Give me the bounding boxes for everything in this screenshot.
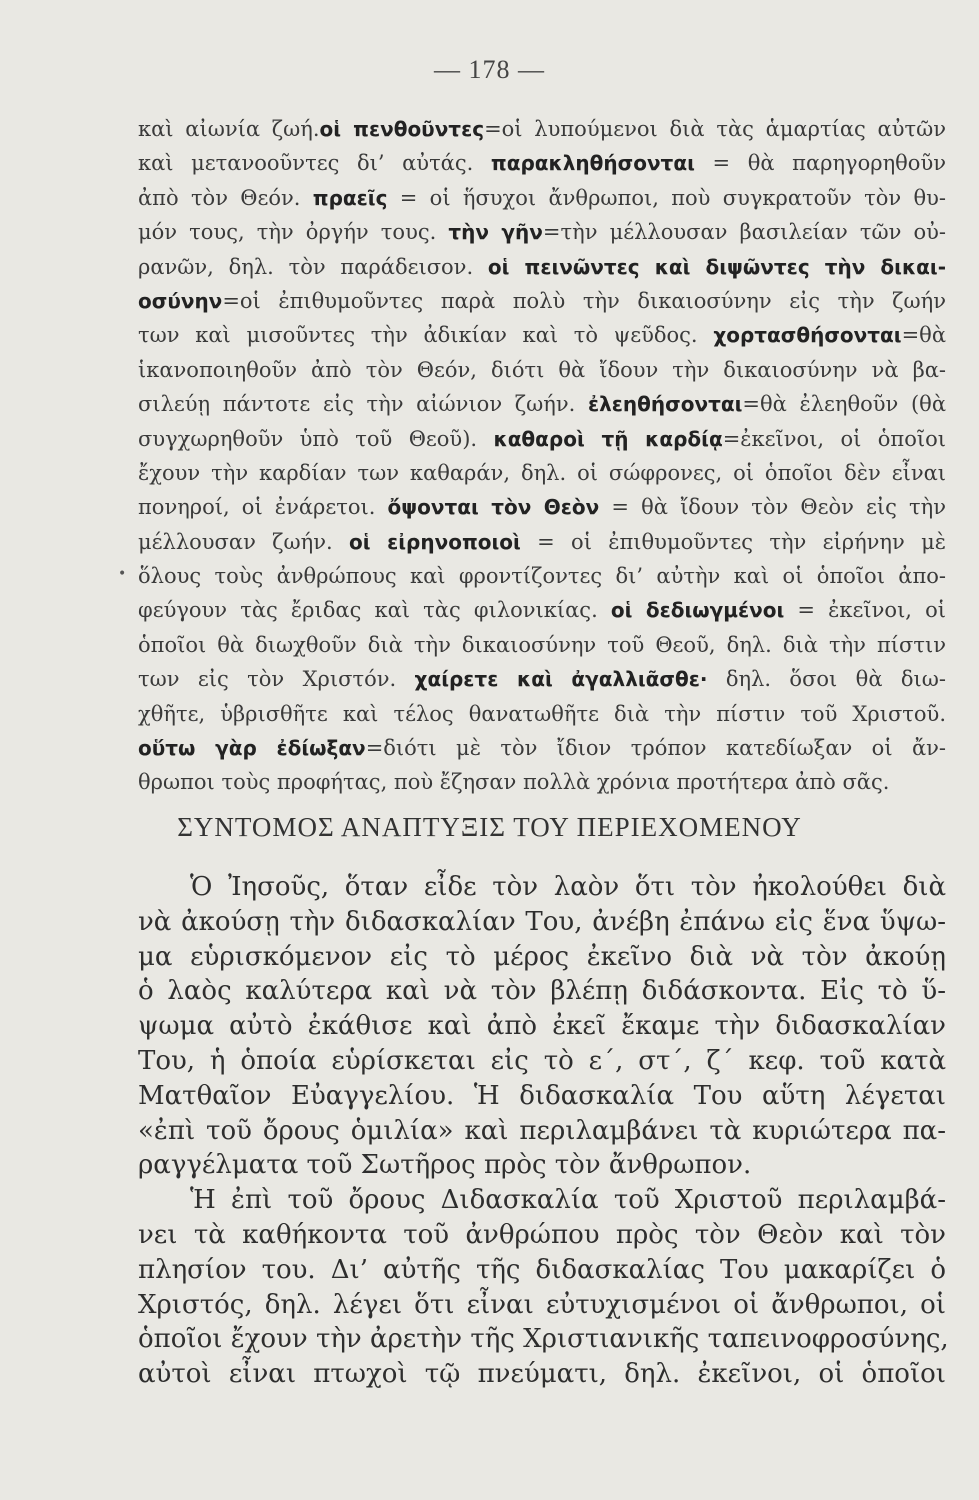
- glossary-term: οἱ εἰρηνοποιοὶ: [348, 529, 521, 554]
- body-line: νὰ ἀκούσῃ τὴν διδασκαλίαν Του, ἀνέβη ἐπάνω εἰς ἕνα ὕψω-: [138, 906, 946, 937]
- body-line: Ὁ Ἰησοῦς, ὅταν εἶδε τὸν λαὸν ὅτι τὸν ἠκολούθει διὰ: [190, 872, 946, 902]
- glossary-text: = ἐκεῖνοι, οἱ: [784, 598, 947, 623]
- glossary-text: συγχωρηθοῦν ὑπὸ τοῦ Θεοῦ).: [138, 426, 494, 451]
- glossary-term: οἱ δεδιωγμένοι: [610, 598, 785, 623]
- glossary-text: ρανῶν, δηλ. τὸν παράδεισον.: [138, 254, 488, 279]
- glossary-line: [138, 250, 946, 284]
- glossary-text: θρωποι τοὺς προφήτας, ποὺ ἔζησαν πολλὰ χρόνια προτήτερα ἀπὸ σᾶς.: [138, 770, 890, 795]
- glossary-text: =ἐκεῖνοι, οἱ ὁποῖοι: [722, 426, 946, 451]
- glossary-term: χορτασθήσονται: [713, 323, 902, 348]
- glossary-text: =θὰ ἐλεηθοῦν (θὰ: [742, 392, 947, 417]
- glossary-term: οἱ πενθοῦντες: [319, 117, 485, 141]
- glossary-line: [138, 422, 946, 456]
- glossary-term: οσύνην: [138, 288, 223, 313]
- glossary-text: χθῆτε, ὑβρισθῆτε καὶ τέλος θανατωθῆτε διὰ τὴν πίστιν τοῦ Χριστοῦ.: [138, 701, 946, 726]
- glossary-line: [138, 456, 946, 490]
- body-line: Του, ἡ ὁποία εὑρίσκεται εἰς τὸ ε΄, στ΄, ζ΄ κεφ. τοῦ κατὰ: [138, 1045, 946, 1076]
- body-line: μα εὑρισκόμενον εἰς τὸ μέρος ἐκεῖνο διὰ νὰ τὸν ἀκούῃ: [138, 941, 946, 972]
- glossary-line: [138, 318, 946, 352]
- glossary-text: = οἱ ἥσυχοι ἄνθρωποι, ποὺ συγκρατοῦν τὸν θυ-: [387, 185, 946, 210]
- glossary-text: =θὰ: [901, 323, 946, 348]
- glossary-line: [138, 284, 946, 318]
- glossary-paragraph: [138, 112, 946, 800]
- glossary-term: οἱ πεινῶντες καὶ διψῶντες τὴν δικαι-: [487, 254, 947, 279]
- glossary-line: [138, 628, 946, 662]
- glossary-text: φεύγουν τὰς ἔριδας καὶ τὰς φιλονικίας.: [138, 598, 611, 623]
- glossary-text: των εἰς τὸν Χριστόν.: [138, 667, 415, 692]
- glossary-text: ὁποῖοι θὰ διωχθοῦν διὰ τὴν δικαιοσύνην τοῦ Θεοῦ, δηλ. διὰ τὴν πίστιν: [138, 632, 946, 657]
- glossary-line: [138, 525, 946, 559]
- glossary-line: [138, 112, 946, 146]
- body-line: ὁποῖοι ἔχουν τὴν ἀρετὴν τῆς Χριστιανικῆς ταπεινοφροσύνης,: [138, 1324, 949, 1355]
- glossary-text: = οἱ ἐπιθυμοῦντες τὴν εἰρήνην μὲ: [520, 529, 946, 554]
- body-line: ὁ λαὸς καλύτερα καὶ νὰ τὸν βλέπῃ διδάσκοντα. Εἰς τὸ ὕ-: [138, 976, 946, 1007]
- body-line: ραγγέλματα τοῦ Σωτῆρος πρὸς τὸν ἄνθρωπον.: [138, 1150, 752, 1181]
- glossary-line: [138, 559, 946, 593]
- section-heading: ΣΥΝΤΟΜΟΣ ΑΝΑΠΤΥΞΙΣ ΤΟΥ ΠΕΡΙΕΧΟΜΕΝΟΥ: [177, 812, 802, 842]
- margin-mark: •: [118, 566, 127, 582]
- glossary-line: [138, 765, 946, 799]
- body-line: αὐτοὶ εἶναι πτωχοὶ τῷ πνεύματι, δηλ. ἐκεῖνοι, οἱ ὁποῖοι: [138, 1359, 946, 1390]
- body-line: Ματθαῖον Εὐαγγελίου. Ἡ διδασκαλία Του αὕτη λέγεται: [138, 1080, 946, 1111]
- glossary-text: =τὴν μέλλουσαν βασιλείαν τῶν οὐ-: [542, 220, 947, 245]
- glossary-term: πραεῖς: [312, 185, 388, 210]
- glossary-text: μόν τους, τὴν ὀργήν τους.: [138, 220, 449, 245]
- glossary-term: τὴν γῆν: [448, 220, 543, 245]
- glossary-line: [138, 490, 946, 524]
- glossary-text: ἔχουν τὴν καρδίαν των καθαράν, δηλ. οἱ σώφρονες, οἱ ὁποῖοι δὲν εἶναι: [138, 460, 946, 485]
- glossary-line: [138, 181, 946, 215]
- glossary-term: οὕτω γὰρ ἐδίωξαν: [138, 736, 366, 761]
- page-number: — 178 —: [434, 55, 545, 84]
- glossary-term: χαίρετε καὶ ἀγαλλιᾶσθε·: [414, 667, 708, 692]
- glossary-text: =διότι μὲ τὸν ἴδιον τρόπον κατεδίωξαν οἱ ἄν-: [365, 736, 946, 761]
- glossary-text: = θὰ ἴδουν τὸν Θεὸν εἰς τὴν: [599, 495, 946, 520]
- glossary-term: καθαροὶ τῇ καρδίᾳ: [493, 426, 723, 451]
- glossary-line: [138, 697, 946, 731]
- body-line: Ἡ ἐπὶ τοῦ ὄρους Διδασκαλία τοῦ Χριστοῦ περιλαμβά-: [190, 1185, 946, 1216]
- glossary-line: [138, 146, 946, 180]
- glossary-text: =οἱ λυπούμενοι διὰ τὰς ἁμαρτίας αὐτῶν: [484, 117, 947, 141]
- glossary-term: ὄψονται τὸν Θεὸν: [387, 495, 600, 520]
- body-line: νει τὰ καθήκοντα τοῦ ἀνθρώπου πρὸς τὸν Θεὸν καὶ τὸν: [138, 1219, 946, 1250]
- glossary-text: των καὶ μισοῦντες τὴν ἀδικίαν καὶ τὸ ψεῦδος.: [138, 323, 714, 348]
- body-line: Χριστός, δηλ. λέγει ὅτι εἶναι εὐτυχισμένοι οἱ ἄνθρωποι, οἱ: [138, 1289, 946, 1320]
- body-line: ψωμα αὐτὸ ἐκάθισε καὶ ἀπὸ ἐκεῖ ἔκαμε τὴν διδασκαλίαν: [138, 1011, 946, 1042]
- glossary-text: καὶ μετανοοῦντες δι’ αὐτάς.: [138, 151, 491, 176]
- glossary-line: [138, 731, 946, 765]
- glossary-term: ἐλεηθήσονται: [587, 392, 743, 417]
- glossary-text: καὶ αἰωνία ζωή.: [138, 117, 320, 141]
- glossary-text: πονηροί, οἱ ἐνάρετοι.: [138, 495, 388, 520]
- glossary-term: παρακληθήσονται: [490, 151, 695, 176]
- glossary-text: δηλ. ὅσοι θὰ διω-: [707, 667, 946, 692]
- glossary-text: ἀπὸ τὸν Θεόν.: [138, 185, 313, 210]
- glossary-line: [138, 593, 946, 627]
- glossary-text: = θὰ παρηγορηθοῦν: [694, 151, 946, 176]
- glossary-text: ὅλους τοὺς ἀνθρώπους καὶ φροντίζοντες δι’ αὐτὴν καὶ οἱ ὁποῖοι ἀπο-: [138, 564, 946, 589]
- body-line: πλησίον του. Δι’ αὐτῆς τῆς διδασκαλίας Του μακαρίζει ὁ: [138, 1254, 946, 1285]
- glossary-line: [138, 387, 946, 421]
- glossary-line: [138, 215, 946, 249]
- glossary-text: μέλλουσαν ζωήν.: [138, 529, 349, 554]
- glossary-text: ἱκανοποιηθοῦν ἀπὸ τὸν Θεόν, διότι θὰ ἴδουν τὴν δικαιοσύνην νὰ βα-: [138, 357, 946, 382]
- glossary-line: [138, 662, 946, 696]
- body-paragraphs: [138, 870, 949, 1392]
- glossary-text: =οἱ ἐπιθυμοῦντες παρὰ πολὺ τὴν δικαιοσύνην εἰς τὴν ζωήν: [222, 288, 946, 313]
- glossary-line: [138, 353, 946, 387]
- body-line: «ἐπὶ τοῦ ὄρους ὁμιλία» καὶ περιλαμβάνει τὰ κυριώτερα πα-: [138, 1115, 946, 1146]
- glossary-text: σιλεύῃ πάντοτε εἰς τὴν αἰώνιον ζωήν.: [138, 392, 588, 417]
